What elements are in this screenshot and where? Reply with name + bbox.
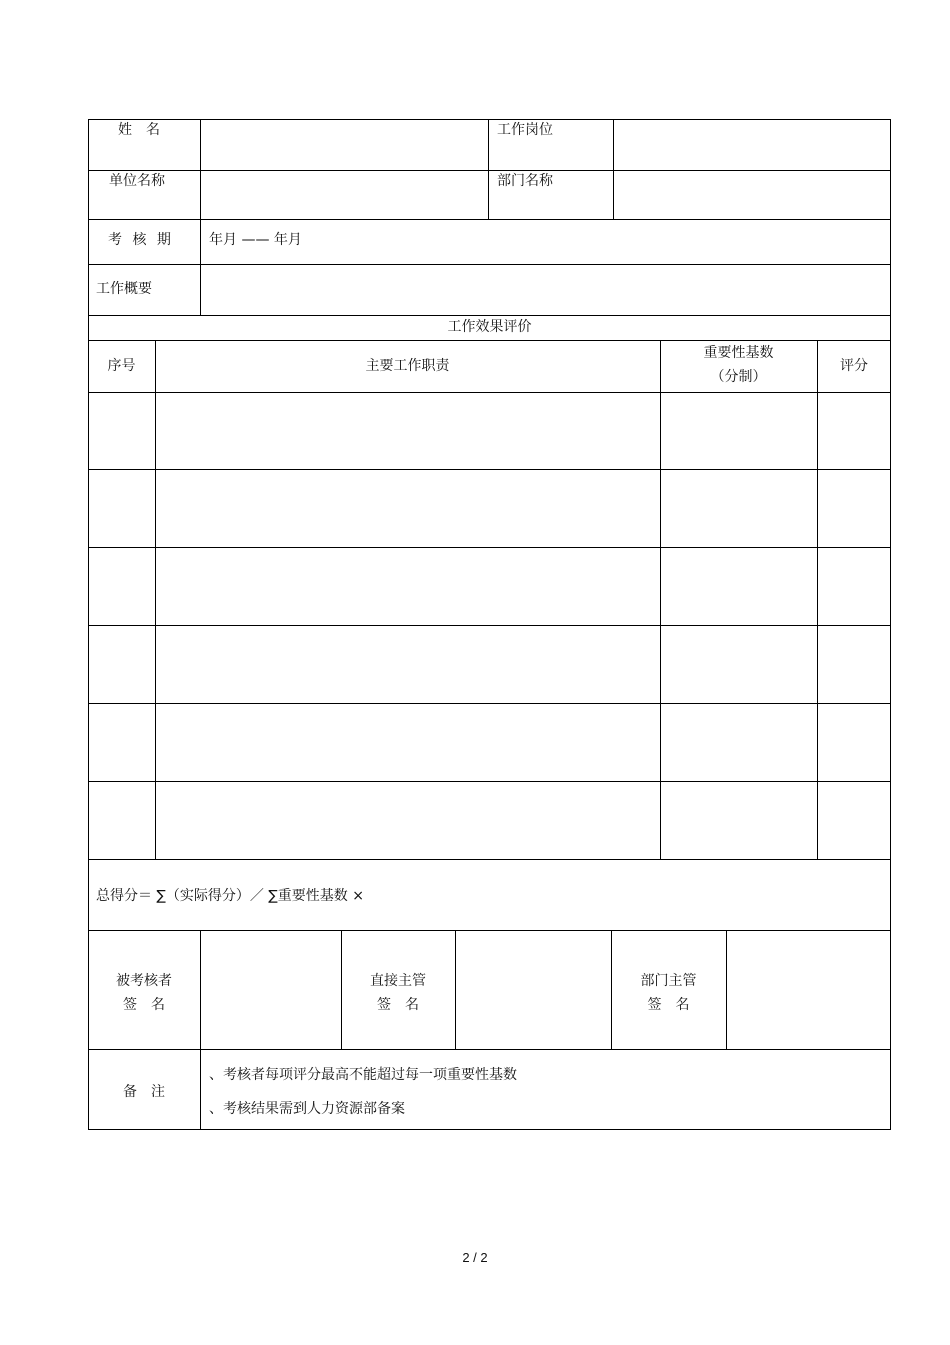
- examinee-sign-sublabel: 签 名: [123, 997, 165, 1013]
- row-divider: [88, 625, 891, 626]
- row-divider: [88, 1049, 891, 1050]
- page-number: 2 / 2: [462, 1250, 488, 1265]
- period-value: 年月 —— 年月: [209, 232, 302, 248]
- col-divider: [155, 340, 156, 859]
- col-no-header: 序号: [107, 358, 136, 374]
- col-divider: [200, 119, 201, 315]
- row-divider: [88, 219, 891, 220]
- row-divider: [88, 340, 891, 341]
- row-divider: [88, 703, 891, 704]
- remark-item: 、考核结果需到人力资源部备案: [209, 1101, 405, 1117]
- row-divider: [88, 469, 891, 470]
- summary-label: 工作概要: [96, 281, 152, 297]
- examinee-sign-label: 被考核者: [116, 973, 172, 989]
- row-divider: [88, 781, 891, 782]
- total-score-formula: 总得分＝ ∑（实际得分）／ ∑重要性基数 ×: [96, 888, 364, 904]
- eval-title: 工作效果评价: [447, 319, 532, 335]
- col-divider: [488, 119, 489, 220]
- remarks-label: 备 注: [123, 1084, 165, 1100]
- row-divider: [88, 392, 891, 393]
- col-divider: [660, 340, 661, 859]
- col-divider: [200, 930, 201, 1130]
- remark-item: 、考核者每项评分最高不能超过每一项重要性基数: [209, 1067, 517, 1083]
- row-divider: [88, 170, 891, 171]
- col-divider: [726, 930, 727, 1049]
- row-divider: [88, 859, 891, 860]
- supervisor-sign-label: 直接主管: [370, 973, 426, 989]
- row-divider: [88, 315, 891, 316]
- period-label: 考 核 期: [108, 232, 174, 248]
- col-divider: [817, 340, 818, 859]
- name-label: 姓 名: [118, 122, 160, 138]
- col-duty-header: 主要工作职责: [365, 358, 450, 374]
- row-divider: [88, 547, 891, 548]
- dept-label: 部门名称: [497, 173, 553, 189]
- col-divider: [455, 930, 456, 1049]
- supervisor-sign-sublabel: 签 名: [377, 997, 419, 1013]
- row-divider: [88, 930, 891, 931]
- col-divider: [613, 119, 614, 220]
- col-weight-subheader: （分制）: [710, 369, 767, 385]
- unit-label: 单位名称: [109, 173, 165, 189]
- col-weight-header: 重要性基数: [703, 345, 774, 361]
- col-score-header: 评分: [840, 358, 868, 374]
- position-label: 工作岗位: [497, 122, 553, 138]
- dept-head-sign-label: 部门主管: [640, 973, 697, 989]
- dept-head-sign-sublabel: 签 名: [647, 997, 690, 1013]
- row-divider: [88, 264, 891, 265]
